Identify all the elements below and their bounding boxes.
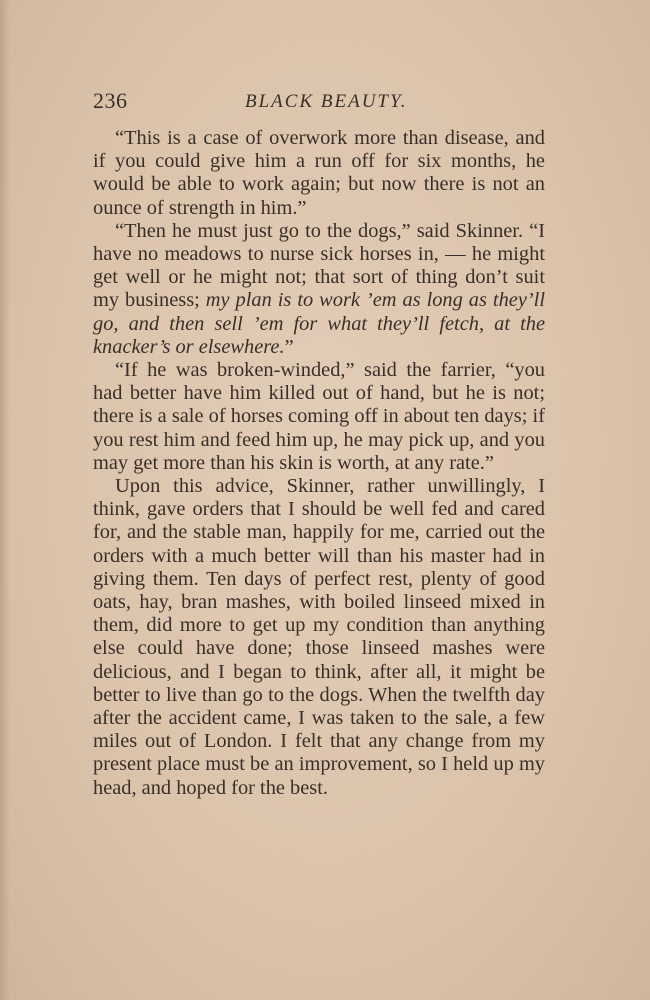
- paragraph-text: Upon this advice, Skinner, rather unwillingly, I think, gave orders that I should be well fed and cared for, and the stable man, happily for me, carried out the orders with a much better will than his master had in giving them. Ten days of perfect rest, plenty of good oats, hay, bran mashes, with boiled linseed mixed in them, did more to get up my condition than anything else could have done; those linseed mashes were delicious, and I began to think, after all, it might be better to live than go to the dogs. When the twelfth day after the accident came, I was taken to the sale, a few miles out of London. I felt that any change from my present place must be an improvement, so I held up my head, and hoped for the best.: [93, 475, 545, 799]
- page-header: [93, 88, 548, 118]
- page-number: 236: [93, 88, 128, 113]
- paragraph: [93, 220, 545, 359]
- paragraph-text: “If he was broken-winded,” said the farrier, “you had better have him killed out of hand, but he is not; there is a sale of horses coming off in about ten days; if you rest him and feed him up, he may pick up, and you may get more than his skin is worth, at any rate.”: [93, 359, 545, 474]
- page-edge-shadow: [0, 0, 10, 1000]
- paragraph-text: “Then he must just go to the dogs,” said Skinner. “I have no meadows to nurse sick horses in, — he might get well or he might not; that sort of thing don’t suit my business;: [93, 219, 545, 312]
- paragraph: [93, 359, 545, 475]
- paragraph-italic-text: my plan is to work ’em as long as they’ll go, and then sell ’em for what they’ll fetch, at the knacker’s or elsewhere.: [93, 289, 545, 358]
- running-title: BLACK BEAUTY.: [245, 91, 408, 112]
- body-text: [93, 127, 545, 800]
- paragraph: [93, 475, 545, 800]
- paragraph-text: “This is a case of overwork more than disease, and if you could give him a run off for six months, he would be able to work again; but now there is not an ounce of strength in him.”: [93, 127, 545, 219]
- paragraph-tail-text: ”: [284, 335, 294, 358]
- paragraph: [93, 127, 545, 220]
